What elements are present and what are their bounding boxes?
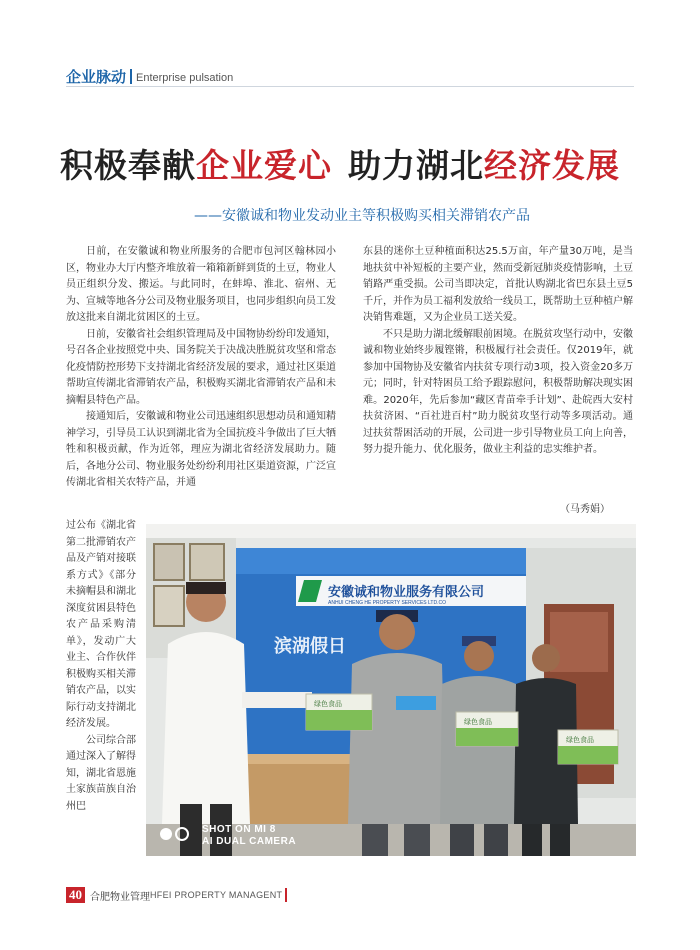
title-part-2: 企业爱心 xyxy=(196,146,332,185)
header-rule xyxy=(66,86,634,87)
paragraph: 接通知后，安徽诚和物业公司迅速组织思想动员和通知精神学习，引导员工认识到湖北省为全国抗疫斗争做出了巨大牺牲和积极贡献，作为近邻，理应为湖北省经济发展助力。随后，各地分公司、物业服务处纷纷利用社区渠道资源，广泛宣传湖北省相关农特产品，并通 xyxy=(66,411,336,488)
page-footer xyxy=(66,886,287,904)
page-number: 40 xyxy=(66,887,85,903)
author-credit: （马秀娟） xyxy=(560,504,610,515)
section-header xyxy=(66,64,233,86)
watermark-line: SHOT ON MI 8 xyxy=(202,824,276,835)
section-title-en: Enterprise pulsation xyxy=(136,72,234,84)
watermark-line: AI DUAL CAMERA xyxy=(202,836,297,847)
company-sign-en: ANHUI CHENG HE PROPERTY SERVICES LTD.CO xyxy=(328,600,446,606)
paragraph: 公司综合部通过深入了解得知，湖北省恩施土家族苗族自治州巴 xyxy=(66,734,136,812)
right-column xyxy=(363,244,633,459)
section-divider xyxy=(130,69,132,84)
left-column xyxy=(66,244,336,492)
camera-watermark xyxy=(202,824,296,848)
paragraph: 东县的迷你土豆种植面积达25.5万亩，年产量30万吨，是当地扶贫中补短板的主要产业，然而受新冠肺炎疫情影响，土豆销路严重受损。公司当即决定，首批认购湖北省巴东县土豆5千斤，并作为员工福利发放给一线员工，既帮助土豆种植户解决销售难题，又为企业员工送关爱。 xyxy=(363,246,633,323)
box-label: 绿色食品 xyxy=(464,718,492,726)
article-title xyxy=(60,146,650,186)
narrow-column xyxy=(66,518,136,815)
magazine-name-cn: 合肥物业管理 xyxy=(90,891,150,903)
gift-box xyxy=(558,730,618,764)
box-label: 绿色食品 xyxy=(314,700,342,708)
footer-divider xyxy=(285,888,287,902)
paragraph: 日前，在安徽诚和物业所服务的合肥市包河区翰林园小区，物业办大厅内整齐堆放着一箱箱新鲜到货的土豆，物业人员正组织分发、搬运。与此同时，在蚌埠、淮北、宿州、无为、宣城等地各分公司及物业服务项目，也同步组织向员工发放这批来自湖北贫困区的土豆。 xyxy=(66,246,336,323)
project-sign-text: 滨湖假日 xyxy=(274,636,346,657)
magazine-name-en: HFEI PROPERTY MANAGENT xyxy=(150,890,283,900)
title-part-1: 积极奉献 xyxy=(60,146,196,185)
article-photo xyxy=(146,524,636,856)
camera-watermark-icon xyxy=(158,826,198,842)
article-subtitle: ——安徽诚和物业发动业主等积极购买相关滞销农产品 xyxy=(194,208,530,224)
company-sign-text: 安徽诚和物业服务有限公司 xyxy=(328,585,485,600)
paragraph: 不只是助力湖北缓解眼前困境。在脱贫攻坚行动中，安徽诚和物业始终步履铿锵，积极履行社会责任。仅2019年，就参加中国物协及安徽省内扶贫专项行动3项，投入资金20多万元；同时，针对特困员工给予跟踪慰问，积极帮助解决现实困难。2020年，先后参加“藏区青苗牵手计划”、赴皖西大安村扶贫济困、“百社进百村”助力脱贫攻坚行动等多项活动。通过扶贫帮困活动的开展，公司进一步引导物业员工向上向善，努力提升能力、优化服务，做业主利益的忠实维护者。 xyxy=(363,328,633,455)
photo-illustration xyxy=(146,524,636,856)
gift-box xyxy=(306,694,372,730)
section-title-cn: 企业脉动 xyxy=(66,68,127,86)
gift-box xyxy=(456,712,518,746)
paragraph: 过公布《湖北省第二批滞销农产品及产销对接联系方式》《部分未摘帽县和湖北深度贫困县特色农产品采购清单》，发动广大业主、合作伙伴积极购买相关滞销农产品，以实际行动支持湖北经济发展。 xyxy=(66,520,136,729)
box-label: 绿色食品 xyxy=(566,736,594,744)
paragraph: 日前，安徽省社会组织管理局及中国物协纷纷印发通知，号召各企业按照党中央、国务院关于决战决胜脱贫攻坚和常态化疫情防控形势下支持湖北省经济发展的要求，通过社区渠道帮助宣传湖北省滞销农产品，积极购买湖北省滞销农产品和未摘帽县特色产品。 xyxy=(66,328,336,406)
title-part-3: 助力湖北 xyxy=(348,146,484,185)
title-part-4: 经济发展 xyxy=(484,146,620,185)
